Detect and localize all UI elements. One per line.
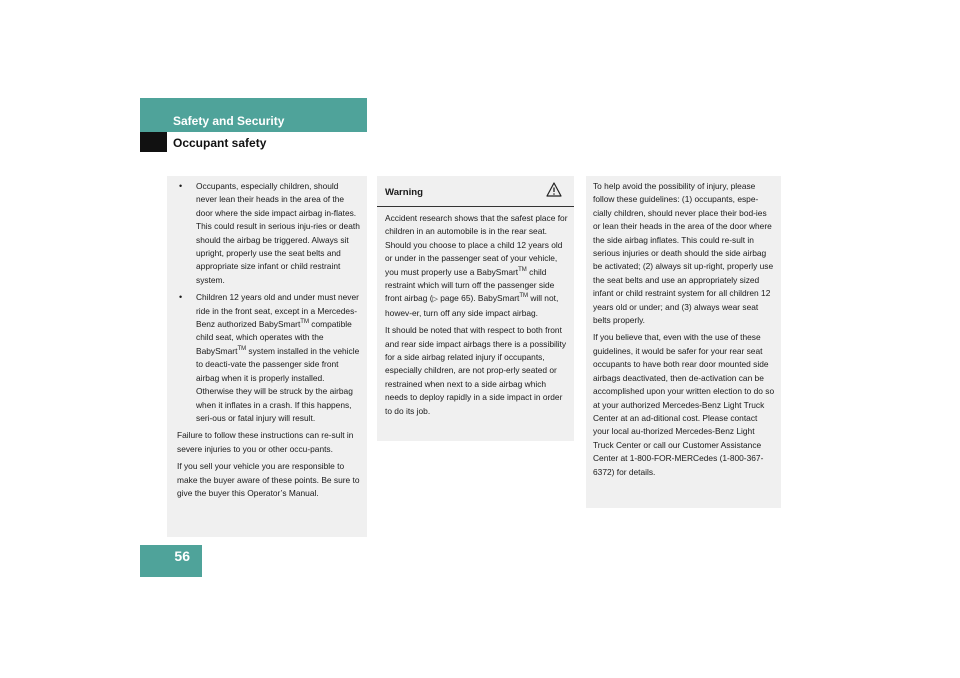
section-title: Safety and Security bbox=[173, 114, 285, 128]
bullet-text: Occupants, especially children, should never lean their heads in the area of the door where the side impact airbag in-flates. This could result in serious inju-ries or death should the airbag be triggered. Always sit upright, properly use the seat belts and appropriate size infant or child restraint system. bbox=[196, 181, 360, 285]
warning-header bbox=[377, 176, 574, 207]
right-column bbox=[586, 176, 781, 508]
section-marker bbox=[140, 132, 167, 152]
paragraph: If you believe that, even with the use of these guidelines, it would be safer for your rear seat occupants to have both rear door mounted side airbags deactivated, then de-activation can be accomplished upon your written election to do so at your authorized Mercedes-Benz Light Truck Center at an ad-ditional cost. Please contact your local au-thorized Mercedes-Benz Light Truck Center or call our Customer Assistance Center at 1-800-FOR-MERCedes (1-800-367-6372) for details. bbox=[593, 332, 775, 477]
paragraph: To help avoid the possibility of injury, please follow these guidelines: (1) occupants, espe-cially children, should never place their bod-ies or lean their heads in the area of the door where the side airbag inflates. This could re-sult in serious injuries or death should the side airbag be activated; (2) always sit up-right, properly use the seat belts and use an appropriately sized infant or child restraint system for all children 12 years old or under; and (3) always wear seat belts properly. bbox=[593, 181, 774, 326]
page-ref-arrow-icon: ▷ bbox=[432, 296, 438, 304]
bullet-icon: • bbox=[179, 181, 183, 191]
page-number: 56 bbox=[174, 548, 190, 564]
list-item bbox=[177, 291, 361, 425]
list-item bbox=[177, 180, 361, 287]
warning-box bbox=[377, 176, 574, 441]
bullet-icon: • bbox=[179, 292, 183, 303]
warning-title: Warning bbox=[385, 187, 424, 198]
paragraph: Accident research shows that the safest place for children in an automobile is in the rear seat. Should you choose to place a child 12 years old or under in the passenger seat of your vehicle, you must properly use a BabySmart™ child restraint which will turn off the passenger side front airbag (▷ page 65). BabySmart™ will not, howev-er, turn off any side impact airbag. bbox=[385, 213, 568, 318]
paragraph: Failure to follow these instructions can re-sult in severe injuries to you or other occu-pants. bbox=[177, 430, 354, 454]
paragraph: It should be noted that with respect to both front and rear side impact airbags there is a possibility for a side airbag related injury if occupants, especially children, are not prop-erly seated or restrained when next to a side airbag which needs to deploy rapidly in a side impact in order to do its job. bbox=[385, 325, 567, 416]
paragraph: If you sell your vehicle you are responsible to make the buyer aware of these points. Be sure to give the buyer this Operator’s Manual. bbox=[177, 461, 360, 498]
left-column bbox=[167, 176, 367, 537]
warning-body bbox=[377, 207, 574, 418]
bullet-text: Children 12 years old and under must never ride in the front seat, except in a Mercedes-Benz authorized BabySmart™ compatible child seat, which operates with the BabySmart™ system installed in the vehicle to deacti-vate the passenger side front airbag when it is properly installed. Otherwise they will be struck by the airbag when it inflates in a crash. If this happens, seri-ous or fatal injury will result. bbox=[196, 292, 360, 423]
warning-triangle-icon bbox=[546, 182, 562, 197]
subsection-title: Occupant safety bbox=[173, 136, 267, 150]
